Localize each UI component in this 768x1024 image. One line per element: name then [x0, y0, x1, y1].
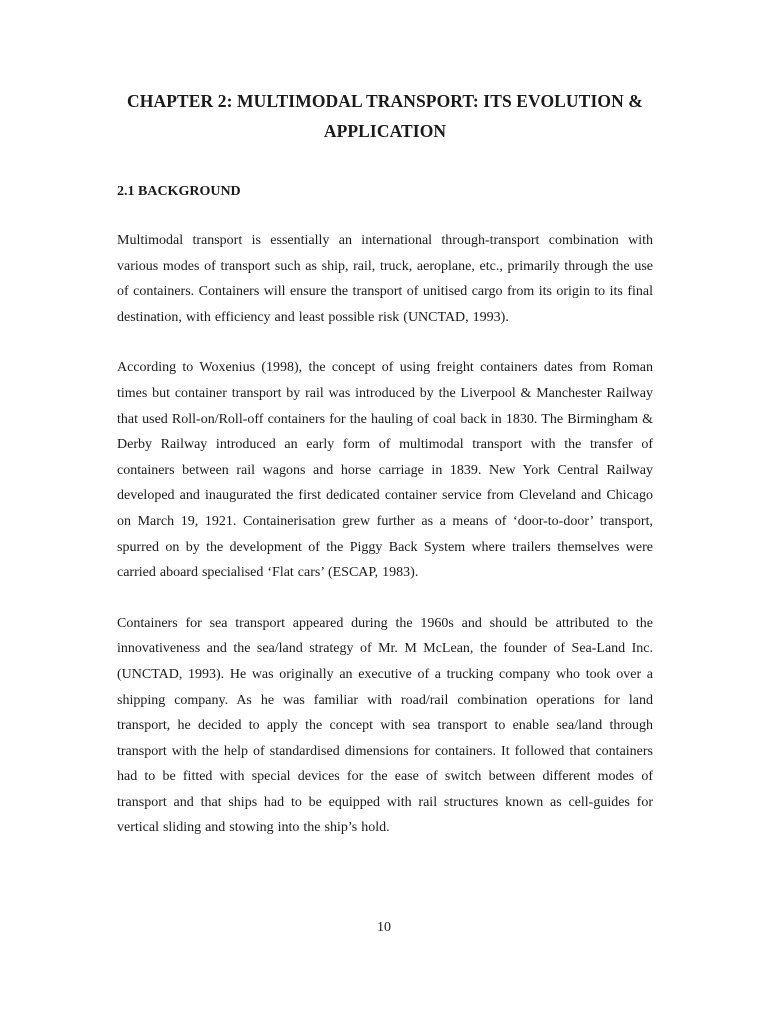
- page-number: 10: [377, 920, 391, 935]
- chapter-title: CHAPTER 2: MULTIMODAL TRANSPORT: ITS EVOLUTION & APPLICATION: [127, 91, 643, 141]
- section-heading: 2.1 BACKGROUND: [117, 184, 241, 199]
- document-page: [117, 86, 653, 866]
- paragraph-unctad: Multimodal transport is essentially an international through-transport combination with various modes of transport such as ship, rail, truck, aeroplane, etc., primarily through the use of containers. Containers will ensure the transport of unitised cargo from its origin to its final destination, with efficiency and least possible risk (UNCTAD, 1993).: [117, 233, 653, 325]
- paragraph-woxenius: According to Woxenius (1998), the concept of using freight containers dates from Roman times but container transport by rail was introduced by the Liverpool & Manchester Railway that used Roll-on/Roll-off containers for the hauling of coal back in 1830. The Birmingham & Derby Railway introduced an early form of multimodal transport with the transfer of containers between rail wagons and horse carriage in 1839. New York Central Railway developed and inaugurated the first dedicated container service from Cleveland and Chicago on March 19, 1921. Containerisation grew further as a means of ‘door-to-door’ transport, spurred on by the development of the Piggy Back System where trailers themselves were carried aboard specialised ‘Flat cars’ (ESCAP, 1983).: [117, 360, 653, 581]
- paragraph-mclean: Containers for sea transport appeared during the 1960s and should be attributed to the innovativeness and the sea/land strategy of Mr. M McLean, the founder of Sea-Land Inc. (UNCTAD, 1993). He was originally an executive of a trucking company who took over a shipping company. As he was familiar with road/rail combination operations for land transport, he decided to apply the concept with sea transport to enable sea/land through transport with the help of standardised dimensions for containers. It followed that containers had to be fitted with special devices for the ease of switch between different modes of transport and that ships had to be equipped with rail structures known as cell-guides for vertical sliding and stowing into the ship’s hold.: [117, 615, 653, 836]
